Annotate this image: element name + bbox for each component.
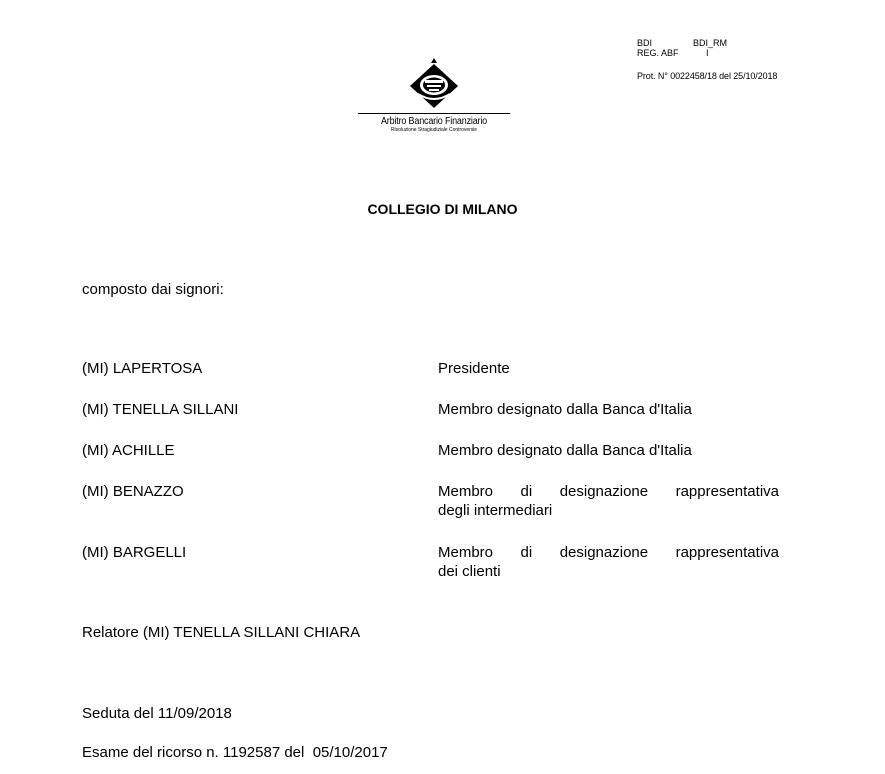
meta-code: BDI (637, 38, 653, 48)
member-name: (MI) LAPERTOSA (82, 360, 203, 377)
member-name: (MI) ACHILLE (82, 442, 175, 459)
member-role-line: degli intermediari (438, 502, 553, 519)
relatore: Relatore (MI) TENELLA SILLANI CHIARA (82, 624, 361, 641)
member-role-line: Membro di designazione rappresentativa (438, 483, 779, 500)
logo-subtitle: Risoluzione Stragiudiziale Controversie (390, 127, 478, 133)
member-role-line: Membro di designazione rappresentativa (438, 544, 779, 561)
member-role: Presidente (438, 360, 510, 377)
member-role-line: dei clienti (438, 563, 501, 580)
meta-row (637, 38, 867, 48)
page-title: COLLEGIO DI MILANO (367, 201, 518, 217)
session-date: Seduta del 11/09/2018 (82, 705, 232, 722)
meta-row (637, 48, 867, 58)
appeal-exam: Esame del ricorso n. 1192587 del 05/10/2017 (82, 744, 388, 761)
meta-register: REG. ABF (637, 48, 679, 58)
abf-emblem-icon (404, 58, 464, 112)
document-meta (637, 38, 867, 81)
member-role (438, 543, 779, 581)
member-name: (MI) BARGELLI (82, 544, 187, 561)
meta-register-value: I (706, 48, 709, 58)
member-name: (MI) TENELLA SILLANI (82, 401, 239, 418)
member-role: Membro designato dalla Banca d'Italia (438, 442, 692, 459)
member-role: Membro designato dalla Banca d'Italia (438, 401, 692, 418)
abf-logo (356, 58, 512, 134)
logo-divider (358, 113, 510, 114)
meta-code: BDI_RM (693, 38, 728, 48)
member-role (438, 482, 779, 520)
member-name: (MI) BENAZZO (82, 483, 184, 500)
members-intro: composto dai signori: (82, 281, 224, 298)
protocol-number: Prot. N° 0022458/18 del 25/10/2018 (637, 71, 778, 81)
logo-name: Arbitro Bancario Finanziario (380, 116, 488, 127)
